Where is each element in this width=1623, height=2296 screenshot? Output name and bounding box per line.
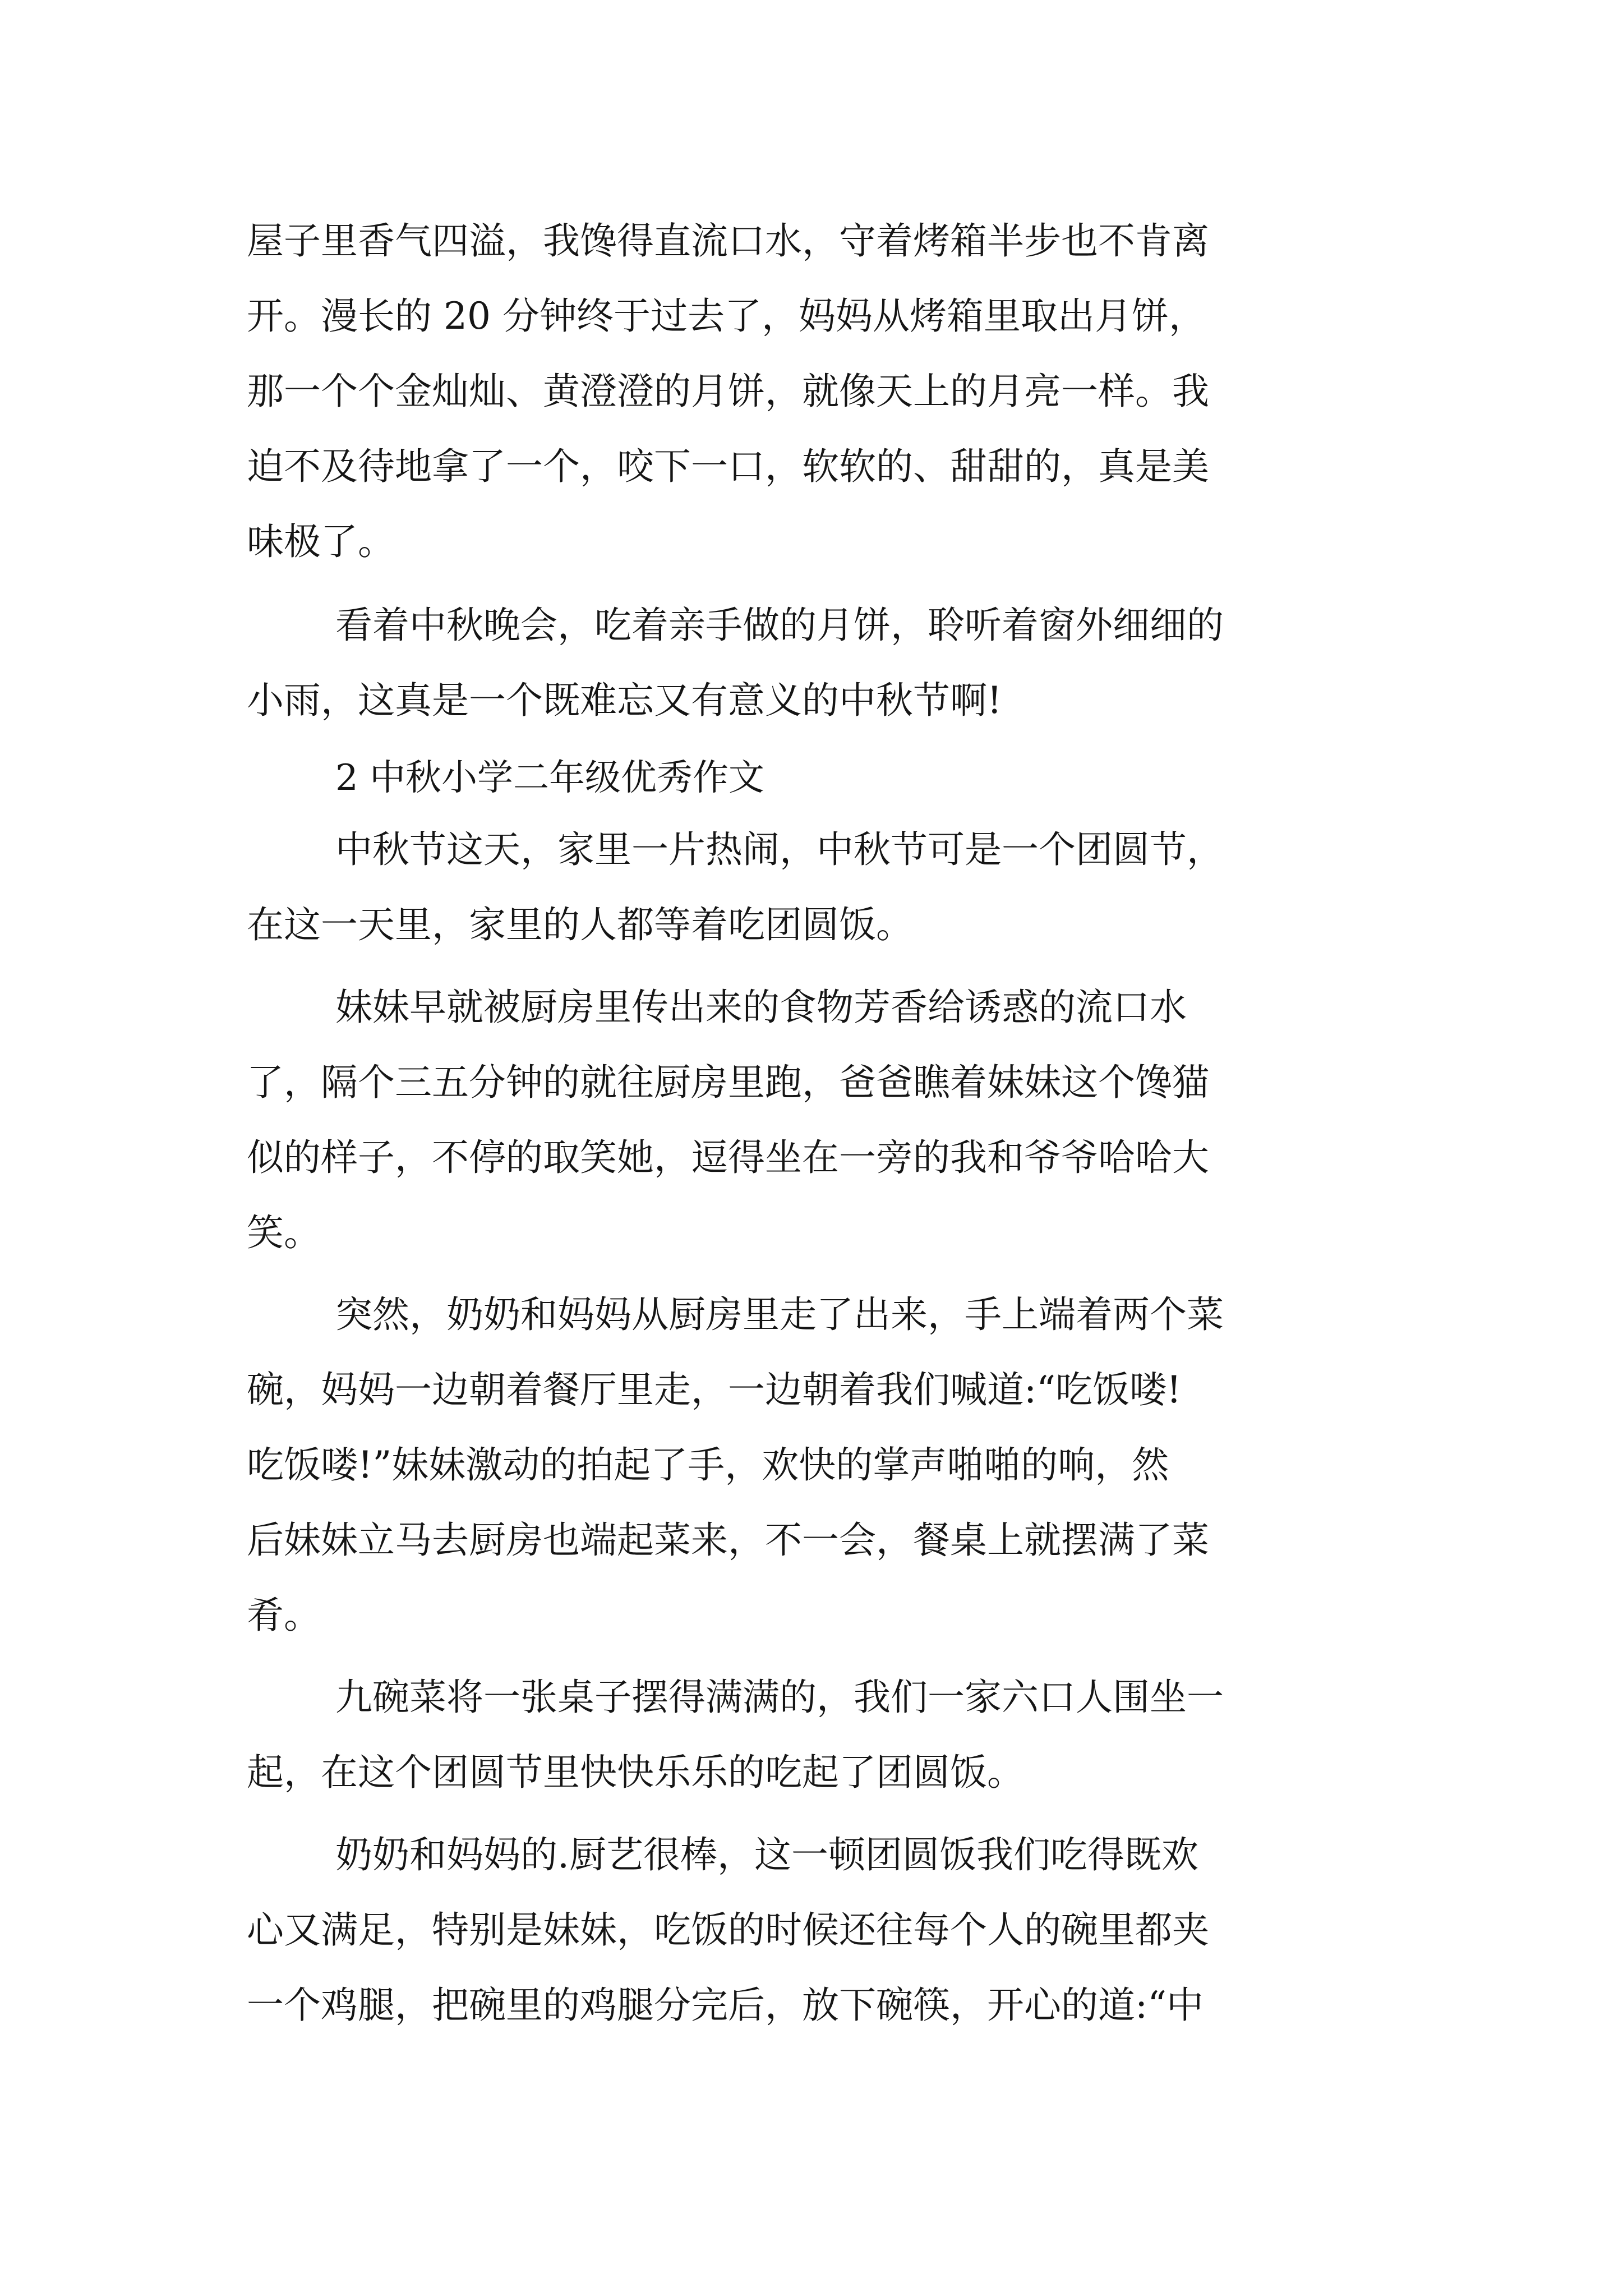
paragraph-first-line: 看着中秋晚会，吃着亲手做的月饼，聆听着窗外细细的 [335,604,1224,647]
text-line: 笑。 [247,1211,321,1254]
text-line: 小雨，这真是一个既难忘又有意义的中秋节啊! [247,679,1002,722]
text-line: 了，隔个三五分钟的就往厨房里跑，爸爸瞧着妹妹这个馋猫 [247,1061,1209,1104]
text-line: 吃饭喽!”妹妹激动的拍起了手，欢快的掌声啪啪的响，然 [247,1443,1169,1487]
paragraph-first-line: 突然，奶奶和妈妈从厨房里走了出来，手上端着两个菜 [335,1293,1224,1336]
text-line: 后妹妹立马去厨房也端起菜来，不一会，餐桌上就摆满了菜 [247,1519,1209,1562]
section-heading: 2 中秋小学二年级优秀作文 [335,757,765,799]
text-line: 屋子里香气四溢，我馋得直流口水，守着烤箱半步也不肯离 [247,219,1209,263]
text-line: 迫不及待地拿了一个，咬下一口，软软的、甜甜的，真是美 [247,445,1209,488]
text-line: 心又满足，特别是妹妹，吃饭的时候还往每个人的碗里都夹 [247,1908,1209,1952]
text-line: 似的样子，不停的取笑她，逗得坐在一旁的我和爷爷哈哈大 [247,1136,1209,1179]
paragraph-first-line: 九碗菜将一张桌子摆得满满的，我们一家六口人围坐一 [335,1676,1224,1719]
text-line: 肴。 [247,1594,321,1637]
paragraph-first-line: 妹妹早就被厨房里传出来的食物芳香给诱惑的流口水 [335,986,1187,1029]
text-line: 起，在这个团圆节里快快乐乐的吃起了团圆饭。 [247,1751,1024,1794]
text-line: 一个鸡腿，把碗里的鸡腿分完后，放下碗筷，开心的道:“中 [247,1984,1204,2027]
text-line: 碗，妈妈一边朝着餐厅里走，一边朝着我们喊道:“吃饭喽! [247,1368,1182,1411]
text-line: 在这一天里，家里的人都等着吃团圆饭。 [247,903,913,946]
paragraph-first-line: 中秋节这天，家里一片热闹，中秋节可是一个团圆节， [335,828,1224,871]
paragraph-first-line: 奶奶和妈妈的.厨艺很棒，这一顿团圆饭我们吃得既欢 [335,1833,1198,1876]
text-line: 那一个个金灿灿、黄澄澄的月饼，就像天上的月亮一样。我 [247,370,1209,413]
text-line: 味极了。 [247,520,395,563]
text-line: 开。漫长的 20 分钟终于过去了，妈妈从烤箱里取出月饼， [247,295,1206,338]
